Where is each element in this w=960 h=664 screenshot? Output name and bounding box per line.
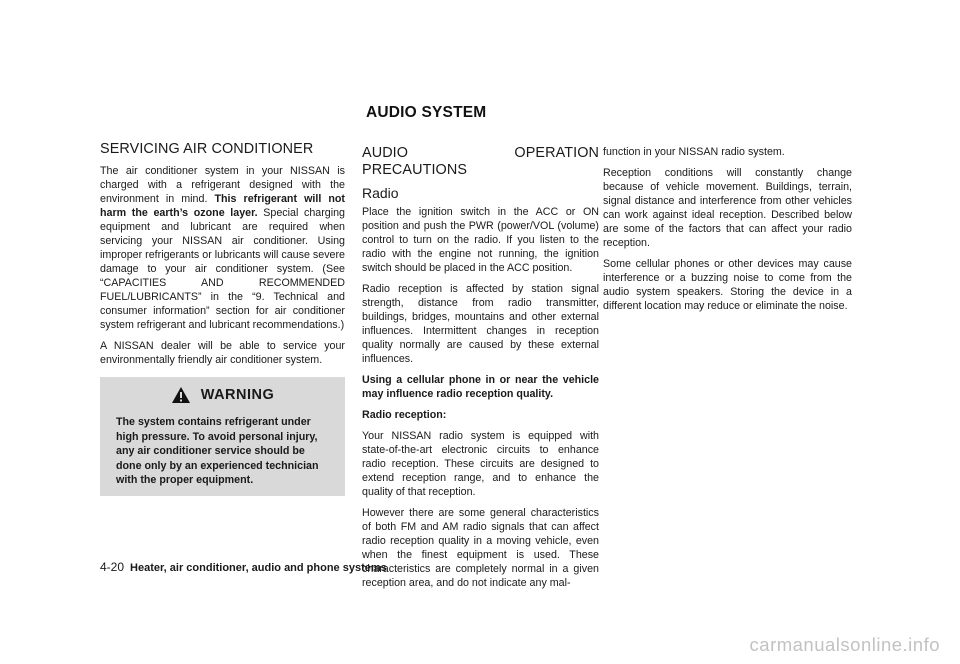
paragraph-fm-am-characteristics: However there are some general characteristics of both FM and AM radio signals that can affect radio reception quality in a moving vehicle, even when the finest equipment is used. These characteristics are completely normal in a given reception area, and do not indicate any mal- bbox=[362, 507, 599, 589]
footer-section-title: Heater, air conditioner, audio and phone systems bbox=[130, 562, 387, 574]
column-servicing bbox=[100, 141, 345, 496]
page-header: AUDIO SYSTEM bbox=[366, 104, 487, 121]
page-footer bbox=[100, 560, 387, 574]
warning-title: WARNING bbox=[200, 387, 275, 403]
radio-reception-heading: Radio reception: bbox=[362, 409, 447, 421]
cellular-phone-note: Using a cellular phone in or near the vehicle may influence radio reception quality. bbox=[362, 374, 599, 400]
warning-triangle-icon bbox=[171, 386, 191, 404]
warning-text: The system contains refrigerant under high pressure. To avoid personal injury, any air conditioner service should be done only by an experienced technician with the proper equipment. bbox=[116, 416, 319, 486]
warning-header bbox=[100, 377, 345, 413]
column-audio-precautions bbox=[362, 141, 599, 597]
paragraph-reception-influences: Radio reception is affected by station signal strength, distance from radio transmitter, buildings, bridges, mountains and other external influences. Intermittent changes in reception quality normally are caused by these external influences. bbox=[362, 283, 599, 365]
paragraph-refrigerant-text: The air conditioner system in your NISSAN is charged with a refrigerant designed with the environment in mind. bbox=[100, 165, 345, 205]
column-reception-conditions bbox=[603, 145, 852, 320]
paragraph-interference: Some cellular phones or other devices may cause interference or a buzzing noise to come from the audio system speakers. Storing the device in a different location may reduce or eliminate the noise. bbox=[603, 258, 852, 312]
subsection-title-radio: Radio bbox=[362, 185, 399, 201]
section-title-audio-precautions: AUDIO OPERATION PRECAUTIONS bbox=[362, 145, 599, 178]
warning-box bbox=[100, 377, 345, 496]
paragraph-ignition: Place the ignition switch in the ACC or ON position and push the PWR (power/VOL (volume) control to turn on the radio. If you listen to the radio with the engine not running, the ignition switch should be placed in the ACC position. bbox=[362, 206, 599, 274]
paragraph-dealer: A NISSAN dealer will be able to service your environmentally friendly air conditioner system. bbox=[100, 340, 345, 366]
paragraph-continuation: function in your NISSAN radio system. bbox=[603, 146, 785, 158]
paragraph-refrigerant-rest: Special charging equipment and lubricant are required when servicing your NISSAN air conditioner. Using improper refrigerants or lubricants will cause severe damage to your air conditioner system. (See “CAPACITIES AND RECOMMENDED FUEL/LUBRICANTS” in the “9. Technical and consumer information” section for air conditioner system refrigerant and lubricant recommendations.) bbox=[100, 207, 345, 331]
ozone-statement: This refrigerant will not harm the earth’s ozone layer. bbox=[100, 193, 345, 219]
paragraph-radio-system: Your NISSAN radio system is equipped with state-of-the-art electronic circuits to enhance radio reception. These circuits are designed to extend reception range, and to enhance the quality of that reception. bbox=[362, 430, 599, 498]
section-title-servicing: SERVICING AIR CONDITIONER bbox=[100, 141, 314, 157]
paragraph-refrigerant bbox=[100, 164, 345, 332]
paragraph-reception-conditions: Reception conditions will constantly change because of vehicle movement. Buildings, terrain, signal distance and interference from other vehicles can work against ideal reception. Described below are some of the factors that can affect your radio reception. bbox=[603, 167, 852, 249]
watermark: carmanualsonline.info bbox=[749, 634, 940, 655]
page-number: 4-20 bbox=[100, 560, 125, 574]
